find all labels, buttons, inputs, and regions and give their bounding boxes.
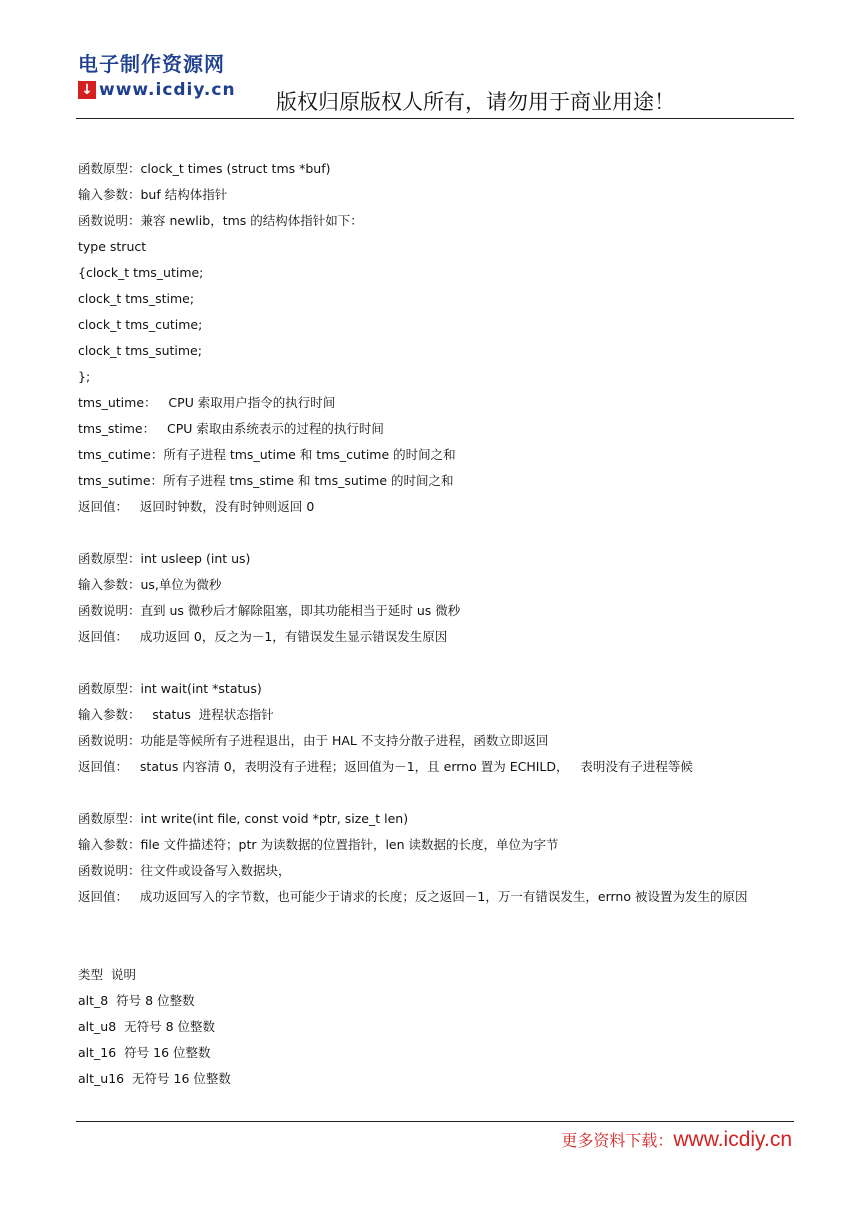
logo-url-row: [78, 80, 236, 100]
text-line: 函数说明：功能是等候所有子进程退出，由于 HAL 不支持分散子进程，函数立即返回: [78, 733, 549, 748]
document-body: [78, 160, 794, 1096]
text-line: tms_cutime：所有子进程 tms_utime 和 tms_cutime 的时间之和: [78, 447, 456, 462]
text-line: clock_t tms_cutime;: [78, 317, 203, 332]
text-line: 函数说明：兼容 newlib，tms 的结构体指针如下：: [78, 213, 363, 228]
footer: [561, 1128, 792, 1152]
text-line: 函数原型：int write(int file, const void *ptr, size_t len): [78, 811, 409, 826]
text-line: {clock_t tms_utime;: [78, 265, 204, 280]
footer-divider: [76, 1121, 794, 1122]
site-logo[interactable]: [78, 52, 236, 100]
text-line: type struct: [78, 239, 147, 254]
text-line: 函数说明：直到 us 微秒后才解除阻塞，即其功能相当于延时 us 微秒: [78, 603, 461, 618]
text-line: 函数原型：int wait(int *status): [78, 681, 262, 696]
text-line: 输入参数： status 进程状态指针: [78, 707, 274, 722]
spacer: [78, 654, 794, 680]
download-arrow-icon: ↓: [78, 81, 96, 99]
text-line: 函数原型：clock_t times (struct tms *buf): [78, 161, 331, 176]
text-line: tms_stime： CPU 索取由系统表示的过程的执行时间: [78, 421, 384, 436]
footer-label: 更多资料下载：: [561, 1131, 674, 1150]
header-divider: [76, 118, 794, 119]
logo-title: 电子制作资源网: [78, 52, 225, 76]
spacer: [78, 784, 794, 810]
text-line: 输入参数：file 文件描述符；ptr 为读数据的位置指针，len 读数据的长度，单位为字节: [78, 837, 559, 852]
spacer: [78, 914, 794, 966]
footer-link[interactable]: www.icdiy.cn: [673, 1128, 792, 1151]
section-wait: [78, 680, 794, 784]
text-line: clock_t tms_sutime;: [78, 343, 202, 358]
section-write: [78, 810, 794, 914]
section-types: [78, 966, 794, 1096]
text-line: 返回值： status 内容清 0，表明没有子进程；返回值为－1，且 errno 置为 ECHILD， 表明没有子进程等候: [78, 759, 693, 774]
text-line: 输入参数：buf 结构体指针: [78, 187, 228, 202]
logo-url[interactable]: www.icdiy.cn: [99, 80, 236, 100]
text-line: alt_16 符号 16 位整数: [78, 1045, 211, 1060]
text-line: 函数原型：int usleep (int us): [78, 551, 251, 566]
text-line: tms_sutime：所有子进程 tms_stime 和 tms_sutime 的时间之和: [78, 473, 454, 488]
spacer: [78, 524, 794, 550]
text-line: alt_8 符号 8 位整数: [78, 993, 195, 1008]
text-line: 返回值： 返回时钟数，没有时钟则返回 0: [78, 499, 315, 514]
text-line: tms_utime： CPU 索取用户指令的执行时间: [78, 395, 336, 410]
copyright-notice: 版权归原版权人所有，请勿用于商业用途！: [276, 90, 675, 114]
text-line: alt_u16 无符号 16 位整数: [78, 1071, 231, 1086]
text-line: 类型 说明: [78, 967, 136, 982]
section-usleep: [78, 550, 794, 654]
text-line: 返回值： 成功返回写入的字节数，也可能少于请求的长度；反之返回－1，万一有错误发生，errno 被设置为发生的原因: [78, 889, 748, 904]
text-line: clock_t tms_stime;: [78, 291, 195, 306]
section-times: [78, 160, 794, 524]
text-line: };: [78, 369, 91, 384]
text-line: 函数说明：往文件或设备写入数据块，: [78, 863, 291, 878]
text-line: 返回值： 成功返回 0，反之为－1，有错误发生显示错误发生原因: [78, 629, 448, 644]
text-line: alt_u8 无符号 8 位整数: [78, 1019, 216, 1034]
text-line: 输入参数：us,单位为微秒: [78, 577, 222, 592]
